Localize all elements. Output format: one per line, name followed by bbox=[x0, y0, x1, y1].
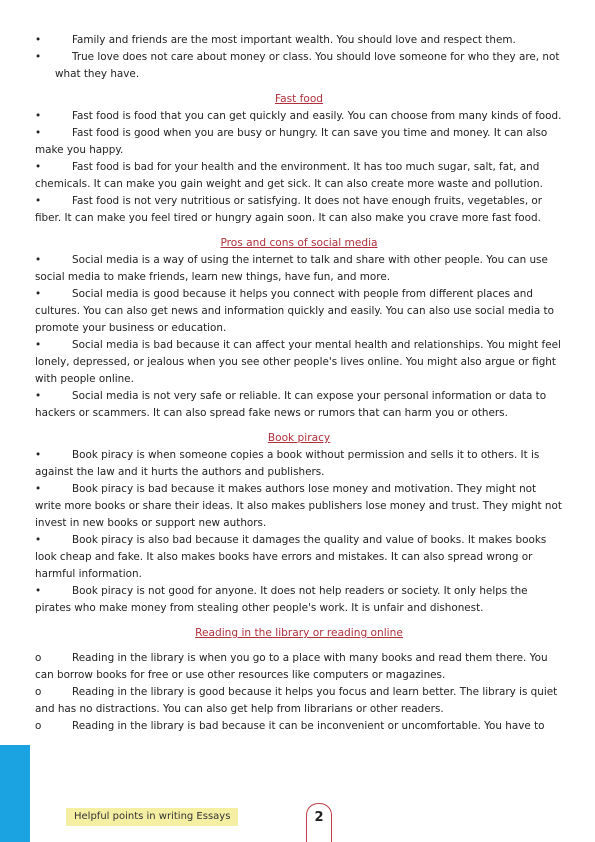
bullet-icon: • bbox=[35, 339, 42, 351]
paragraph-text: Social media is not very safe or reliable. It can expose your personal information or data to hackers or scammers. It can also spread fake news or rumors that can harm you or others. bbox=[35, 390, 547, 419]
section-heading: Book piracy bbox=[267, 432, 331, 444]
document-body bbox=[35, 32, 563, 735]
bullet-icon: • bbox=[35, 34, 42, 46]
bullet-icon: • bbox=[35, 288, 42, 300]
bullet-paragraph bbox=[35, 718, 563, 735]
bullet-icon: o bbox=[35, 652, 42, 664]
paragraph-text: True love does not care about money or class. You should love someone for who they are, not what they have. bbox=[55, 51, 560, 80]
bullet-paragraph bbox=[35, 583, 563, 617]
footer-label: Helpful points in writing Essays bbox=[66, 808, 238, 826]
bullet-icon: • bbox=[35, 110, 42, 122]
page-number: 2 bbox=[306, 803, 332, 842]
paragraph-text: Family and friends are the most important wealth. You should love and respect them. bbox=[72, 34, 516, 46]
section-heading: Reading in the library or reading online bbox=[195, 627, 403, 639]
bullet-icon: o bbox=[35, 720, 42, 732]
paragraph-text: Reading in the library is good because it helps you focus and learn better. The library is quiet and has no distractions. You can also get help from librarians or other readers. bbox=[35, 686, 558, 715]
bullet-icon: • bbox=[35, 390, 42, 402]
bullet-paragraph bbox=[35, 388, 563, 422]
paragraph-text: Reading in the library is when you go to a place with many books and read them there. You can borrow books for free or use other resources like computers or magazines. bbox=[35, 652, 548, 681]
paragraph-text: Fast food is not very nutritious or satisfying. It does not have enough fruits, vegetables, or fiber. It can make you feel tired or hungry again soon. It can also make you crave more fast food. bbox=[35, 195, 543, 224]
section-heading: Pros and cons of social media bbox=[220, 237, 378, 249]
bullet-paragraph bbox=[35, 193, 563, 227]
bullet-icon: • bbox=[35, 483, 42, 495]
bullet-paragraph bbox=[35, 286, 563, 337]
bullet-icon: • bbox=[35, 449, 42, 461]
bullet-paragraph bbox=[35, 337, 563, 388]
bullet-icon: • bbox=[35, 51, 42, 63]
bullet-icon: • bbox=[35, 585, 42, 597]
paragraph-text: Book piracy is when someone copies a book without permission and sells it to others. It is against the law and it hurts the authors and publishers. bbox=[35, 449, 540, 478]
paragraph-text: Fast food is good when you are busy or hungry. It can save you time and money. It can also make you happy. bbox=[35, 127, 548, 156]
bullet-paragraph bbox=[35, 32, 563, 49]
bullet-paragraph bbox=[35, 481, 563, 532]
paragraph-text: Social media is a way of using the internet to talk and share with other people. You can use social media to make friends, learn new things, have fun, and more. bbox=[35, 254, 548, 283]
paragraph-text: Book piracy is also bad because it damages the quality and value of books. It makes books look cheap and fake. It also makes books have errors and mistakes. It can also spread wrong or harmful information. bbox=[35, 534, 547, 580]
bullet-icon: • bbox=[35, 254, 42, 266]
bullet-icon: • bbox=[35, 161, 42, 173]
bullet-icon: • bbox=[35, 534, 42, 546]
paragraph-text: Social media is bad because it can affect your mental health and relationships. You might feel lonely, depressed, or jealous when you see other people's lives online. You might also argue or fight with people online. bbox=[35, 339, 561, 385]
section-heading: Fast food bbox=[274, 93, 324, 105]
bullet-paragraph bbox=[35, 49, 563, 83]
bullet-icon: o bbox=[35, 686, 42, 698]
bullet-paragraph bbox=[35, 684, 563, 718]
blue-accent-bar bbox=[0, 745, 30, 842]
bullet-icon: • bbox=[35, 195, 42, 207]
paragraph-text: Reading in the library is bad because it can be inconvenient or uncomfortable. You have to bbox=[72, 720, 545, 732]
paragraph-text: Fast food is bad for your health and the environment. It has too much sugar, salt, fat, and chemicals. It can make you gain weight and get sick. It can also create more waste and pollution. bbox=[35, 161, 543, 190]
bullet-paragraph bbox=[35, 650, 563, 684]
paragraph-text: Social media is good because it helps you connect with people from different places and cultures. You can also get news and information quickly and easily. You can also use social media to promote your business or education. bbox=[35, 288, 554, 334]
bullet-paragraph bbox=[35, 252, 563, 286]
paragraph-text: Fast food is food that you can get quickly and easily. You can choose from many kinds of food. bbox=[72, 110, 562, 122]
bullet-paragraph bbox=[35, 125, 563, 159]
bullet-paragraph bbox=[35, 108, 563, 125]
bullet-paragraph bbox=[35, 532, 563, 583]
paragraph-text: Book piracy is not good for anyone. It does not help readers or society. It only helps the pirates who make money from stealing other people's work. It is unfair and dishonest. bbox=[35, 585, 528, 614]
paragraph-text: Book piracy is bad because it makes authors lose money and motivation. They might not write more books or share their ideas. It also makes publishers lose money and trust. They might not invest in new books or support new authors. bbox=[35, 483, 562, 529]
bullet-icon: • bbox=[35, 127, 42, 139]
bullet-paragraph bbox=[35, 159, 563, 193]
bullet-paragraph bbox=[35, 447, 563, 481]
